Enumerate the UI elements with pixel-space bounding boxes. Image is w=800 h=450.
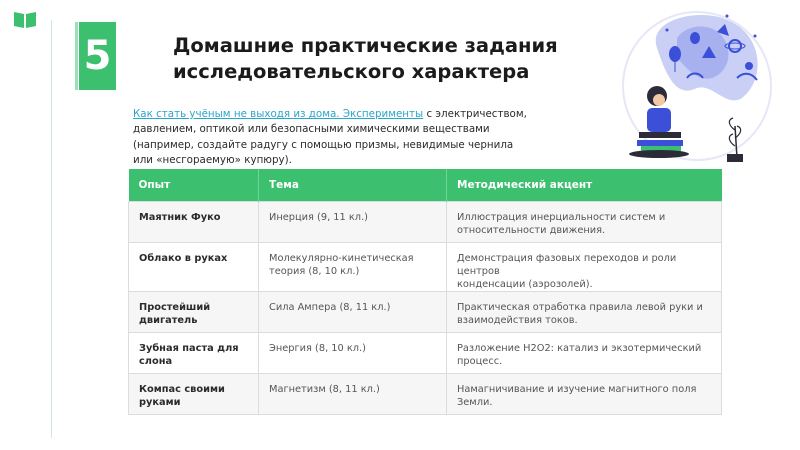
cell-experiment: Компас своими руками — [129, 373, 259, 414]
cell-experiment: Зубная паста для слона — [129, 332, 259, 373]
intro-line-4: или «несгораемую» купюру). — [133, 154, 292, 167]
cell-experiment: Простейший двигатель — [129, 291, 259, 332]
experiments-table — [128, 169, 722, 415]
header-topic: Тема — [259, 169, 447, 201]
title-line-2: исследовательского характера — [173, 60, 530, 83]
page-title — [173, 33, 593, 85]
cell-topic: Молекулярно-кинетическая теория (8, 10 кл.) — [259, 242, 447, 291]
intro-line-3: (например, создайте радугу с помощью призмы, невидимые чернила — [133, 138, 514, 151]
cell-experiment: Маятник Фуко — [129, 201, 259, 242]
cell-accent: Практическая отработка правила левой руки и взаимодействия токов. — [447, 291, 722, 332]
cell-topic: Сила Ампера (8, 11 кл.) — [259, 291, 447, 332]
intro-paragraph — [133, 107, 533, 169]
intro-line-2: давлением, оптикой или безопасными химическими веществами — [133, 123, 490, 136]
title-line-1: Домашние практические задания — [173, 34, 558, 57]
vertical-divider — [51, 20, 52, 438]
intro-line-1-rest: с электричеством, — [423, 108, 527, 120]
cell-topic: Магнетизм (8, 11 кл.) — [259, 373, 447, 414]
table-row — [129, 373, 722, 414]
number-accent-bar — [75, 22, 78, 90]
header-method-accent: Методический акцент — [447, 169, 722, 201]
slide-number: 5 — [83, 33, 112, 79]
cell-accent: Демонстрация фазовых переходов и роли центров конденсации (аэрозолей). — [447, 242, 722, 291]
table-row — [129, 242, 722, 291]
cell-accent: Намагничивание и изучение магнитного поля Земли. — [447, 373, 722, 414]
cell-topic: Инерция (9, 11 кл.) — [259, 201, 447, 242]
cell-accent: Разложение H2O2: катализ и экзотермический процесс. — [447, 332, 722, 373]
slide-number-badge — [79, 22, 116, 90]
table-row — [129, 201, 722, 242]
intro-link[interactable]: Как стать учёным не выходя из дома. Эксперименты — [133, 108, 424, 120]
header-experiment: Опыт — [129, 169, 259, 201]
cell-accent: Иллюстрация инерциальности систем и относительности движения. — [447, 201, 722, 242]
book-icon — [13, 11, 37, 29]
cell-experiment: Облако в руках — [129, 242, 259, 291]
table-row — [129, 332, 722, 373]
cell-topic: Энергия (8, 10 кл.) — [259, 332, 447, 373]
table-row — [129, 291, 722, 332]
scientist-illustration — [617, 8, 777, 168]
